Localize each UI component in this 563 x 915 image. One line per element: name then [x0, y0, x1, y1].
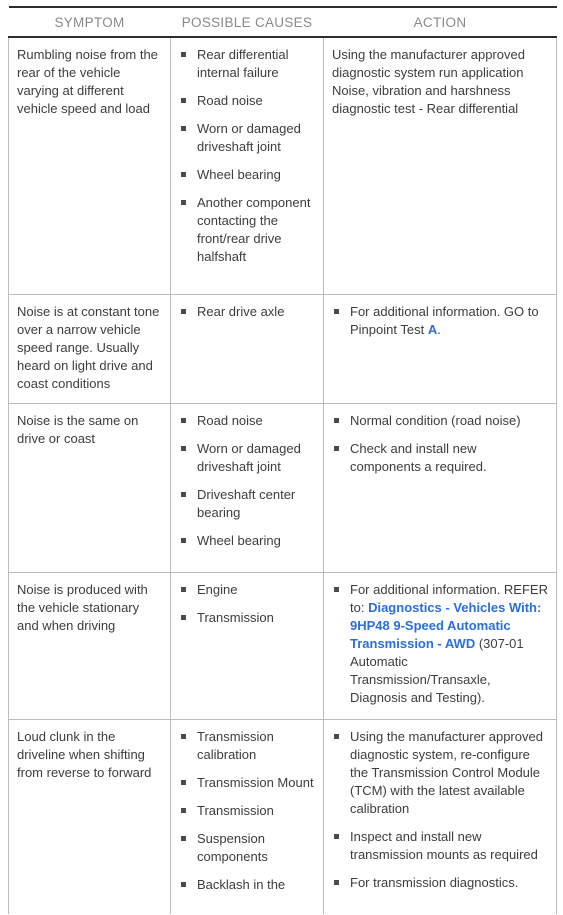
cause-item — [179, 876, 315, 894]
cause-item — [179, 532, 315, 550]
actions-list — [332, 303, 548, 339]
header-row — [9, 7, 557, 37]
table-row — [9, 37, 557, 295]
causes-cell — [171, 720, 324, 915]
cause-item — [179, 728, 315, 764]
table-row — [9, 295, 557, 404]
cause-text: Wheel bearing — [197, 533, 281, 548]
action-text: Check and install new components a required. — [350, 441, 487, 474]
square-bullet-icon — [334, 880, 339, 885]
cause-item — [179, 92, 315, 110]
cause-text: Engine — [197, 582, 238, 597]
square-bullet-icon — [181, 492, 186, 497]
cause-text: Rear differential internal failure — [197, 47, 289, 80]
symptom-cell: Noise is at constant tone over a narrow vehicle speed range. Usually heard on light drive and coast conditions — [9, 295, 171, 404]
causes-cell — [171, 404, 324, 573]
cause-text: Driveshaft center bearing — [197, 487, 296, 520]
action-suffix: . — [437, 322, 441, 337]
cause-item — [179, 120, 315, 156]
cause-text: Wheel bearing — [197, 167, 281, 182]
square-bullet-icon — [334, 446, 339, 451]
action-item — [332, 440, 548, 476]
square-bullet-icon — [181, 808, 186, 813]
causes-cell — [171, 37, 324, 295]
square-bullet-icon — [334, 734, 339, 739]
cause-text: Road noise — [197, 93, 263, 108]
cause-text: Transmission calibration — [197, 729, 274, 762]
square-bullet-icon — [181, 780, 186, 785]
cause-item — [179, 166, 315, 184]
header-possible-causes: POSSIBLE CAUSES — [171, 7, 324, 37]
cause-text: Transmission — [197, 610, 274, 625]
action-text: For additional information. REFER to: — [350, 582, 548, 615]
cause-item — [179, 440, 315, 476]
header-action: ACTION — [324, 7, 557, 37]
action-item — [332, 828, 548, 864]
cause-text: Rear drive axle — [197, 304, 285, 319]
action-item — [332, 412, 548, 430]
square-bullet-icon — [181, 98, 186, 103]
action-suffix: (307-01 Automatic Transmission/Transaxle, Diagnosis and Testing). — [350, 636, 524, 705]
cause-text: Transmission Mount — [197, 775, 314, 790]
square-bullet-icon — [181, 615, 186, 620]
cause-item — [179, 609, 315, 627]
square-bullet-icon — [181, 200, 186, 205]
causes-list — [179, 581, 315, 627]
cause-item — [179, 581, 315, 599]
action-cell — [324, 404, 557, 573]
cause-item — [179, 412, 315, 430]
square-bullet-icon — [181, 587, 186, 592]
square-bullet-icon — [181, 538, 186, 543]
cause-text: Backlash in the — [197, 877, 286, 892]
causes-list — [179, 728, 315, 894]
square-bullet-icon — [181, 52, 186, 57]
square-bullet-icon — [181, 418, 186, 423]
pinpoint-test-link[interactable]: A — [427, 322, 438, 337]
header-symptom: SYMPTOM — [9, 7, 171, 37]
causes-list — [179, 412, 315, 550]
actions-list — [332, 728, 548, 892]
symptom-cell: Noise is the same on drive or coast — [9, 404, 171, 573]
square-bullet-icon — [181, 446, 186, 451]
causes-cell — [171, 295, 324, 404]
actions-list — [332, 412, 548, 476]
table-row — [9, 404, 557, 573]
symptom-cell: Noise is produced with the vehicle stationary and when driving — [9, 573, 171, 720]
square-bullet-icon — [334, 418, 339, 423]
square-bullet-icon — [181, 309, 186, 314]
cause-item — [179, 194, 315, 266]
cause-text: Worn or damaged driveshaft joint — [197, 121, 301, 154]
diagnostics-link[interactable]: Diagnostics - Vehicles With: 9HP48 9-Speed Automatic Transmission - AWD — [350, 600, 542, 651]
action-cell — [324, 295, 557, 404]
cause-item — [179, 46, 315, 82]
square-bullet-icon — [334, 309, 339, 314]
causes-list — [179, 46, 315, 266]
causes-list — [179, 303, 315, 321]
cause-item — [179, 774, 315, 792]
symptom-cell: Loud clunk in the driveline when shifting from reverse to forward — [9, 720, 171, 915]
cause-item — [179, 303, 315, 321]
actions-list — [332, 581, 548, 707]
action-text: For additional information. GO to Pinpoint Test — [350, 304, 539, 337]
square-bullet-icon — [181, 882, 186, 887]
action-cell — [324, 720, 557, 915]
square-bullet-icon — [334, 834, 339, 839]
table-row — [9, 720, 557, 915]
square-bullet-icon — [181, 126, 186, 131]
cause-text: Road noise — [197, 413, 263, 428]
square-bullet-icon — [181, 172, 186, 177]
action-cell: Using the manufacturer approved diagnostic system run application Noise, vibration and harshness diagnostic test - Rear differential — [324, 37, 557, 295]
cause-text: Transmission — [197, 803, 274, 818]
square-bullet-icon — [181, 836, 186, 841]
action-text: Using the manufacturer approved diagnostic system, re-configure the Transmission Control Module (TCM) with the latest available calibration — [350, 729, 543, 816]
action-text: Normal condition (road noise) — [350, 413, 521, 428]
cause-item — [179, 830, 315, 866]
cause-item — [179, 486, 315, 522]
cause-item — [179, 802, 315, 820]
action-text: Inspect and install new transmission mounts as required — [350, 829, 538, 862]
action-item — [332, 874, 548, 892]
diagnosis-table — [8, 6, 557, 914]
table-row — [9, 573, 557, 720]
square-bullet-icon — [181, 734, 186, 739]
action-item — [332, 303, 548, 339]
cause-text: Another component contacting the front/rear drive halfshaft — [197, 195, 311, 264]
symptom-cell: Rumbling noise from the rear of the vehicle varying at different vehicle speed and load — [9, 37, 171, 295]
action-item — [332, 581, 548, 707]
causes-cell — [171, 573, 324, 720]
action-cell — [324, 573, 557, 720]
square-bullet-icon — [334, 587, 339, 592]
action-item — [332, 728, 548, 818]
cause-text: Suspension components — [197, 831, 268, 864]
cause-text: Worn or damaged driveshaft joint — [197, 441, 301, 474]
action-text: For transmission diagnostics. — [350, 875, 519, 890]
